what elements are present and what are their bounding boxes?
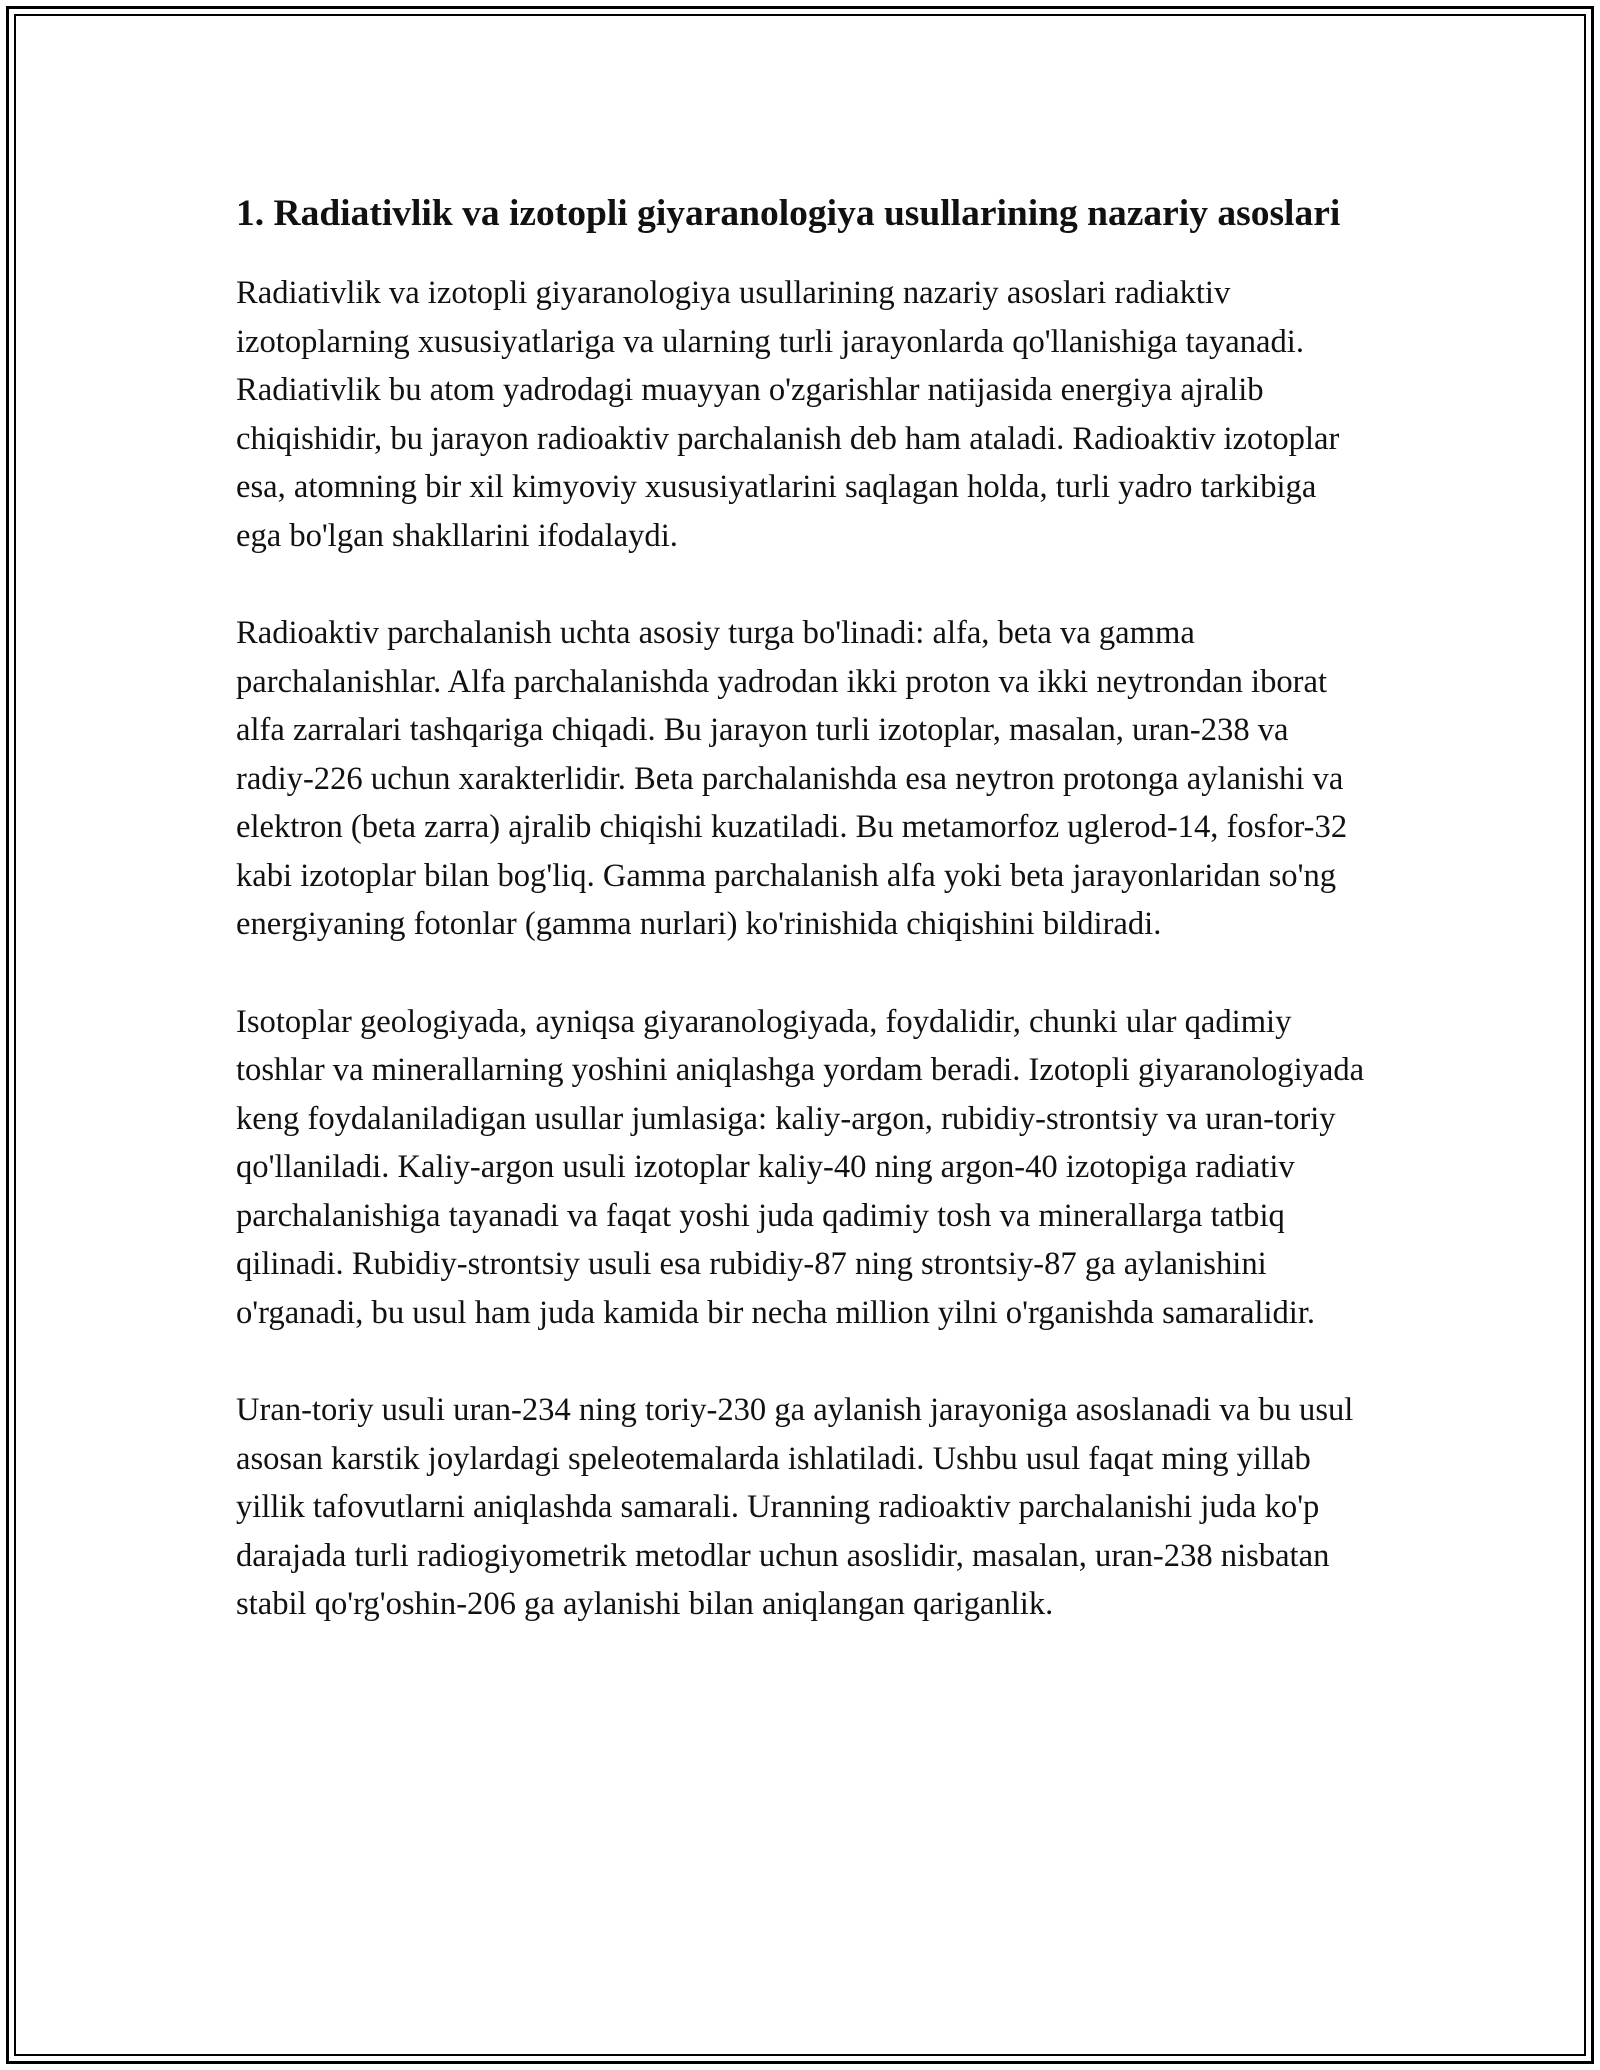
section-heading: 1. Radiativlik va izotopli giyaranologiya usullarining nazariy asoslari [236,193,1341,234]
paragraph-uranium-thorium: Uran-toriy usuli uran-234 ning toriy-230 ga aylanish jarayoniga asoslanadi va bu usul asosan karstik joylardagi speleotemalarda ishlatiladi. Ushbu usul faqat ming yillab yillik tafovutlarni aniqlashda samarali. Uranning radioaktiv parchalanishi juda ko'p darajada turli radiogiyometrik metodlar uchun asoslidir, masalan, uran-238 nisbatan stabil qo'rg'oshin-206 ga aylanishi bilan aniqlangan qariganlik. [236,1392,1354,1622]
paragraph-decay-types: Radioaktiv parchalanish uchta asosiy turga bo'linadi: alfa, beta va gamma parchalanishlar. Alfa parchalanishda yadrodan ikki proton va ikki neytrondan iborat alfa zarralari tashqariga chiqadi. Bu jarayon turli izotoplar, masalan, uran-238 va radiy-226 uchun xarakterlidir. Beta parchalanishda esa neytron protonga aylanishi va elektron (beta zarra) ajralib chiqishi kuzatiladi. Bu metamorfoz uglerod-14, fosfor-32 kabi izotoplar bilan bog'liq. Gamma parchalanish alfa yoki beta jarayonlaridan so'ng energiyaning fotonlar (gamma nurlari) ko'rinishida chiqishini bildiradi. [236,615,1348,942]
document-body [236,186,1368,1678]
paragraph-radioactivity-basics: Radiativlik va izotopli giyaranologiya usullarining nazariy asoslari radiaktiv izotoplarning xususiyatlariga va ularning turli jarayonlarda qo'llanishiga tayanadi. Radiativlik bu atom yadrodagi muayyan o'zgarishlar natijasida energiya ajralib chiqishidir, bu jarayon radioaktiv parchalanish deb ham ataladi. Radioaktiv izotoplar esa, atomning bir xil kimyoviy xususiyatlarini saqlagan holda, turli yadro tarkibiga ega bo'lgan shakllarini ifodalaydi. [236,275,1340,554]
paragraph-dating-methods: Isotoplar geologiyada, ayniqsa giyaranologiyada, foydalidir, chunki ular qadimiy toshlar va minerallarning yoshini aniqlashga yordam beradi. Izotopli giyaranologiyada keng foydalaniladigan usullar jumlasiga: kaliy-argon, rubidiy-strontsiy va uran-toriy qo'llaniladi. Kaliy-argon usuli izotoplar kaliy-40 ning argon-40 izotopiga radiativ parchalanishiga tayanadi va faqat yoshi juda qadimiy tosh va minerallarga tatbiq qilinadi. Rubidiy-strontsiy usuli esa rubidiy-87 ning strontsiy-87 ga aylanishini o'rganadi, bu usul ham juda kamida bir necha million yilni o'rganishda samaralidir. [236,1003,1365,1331]
